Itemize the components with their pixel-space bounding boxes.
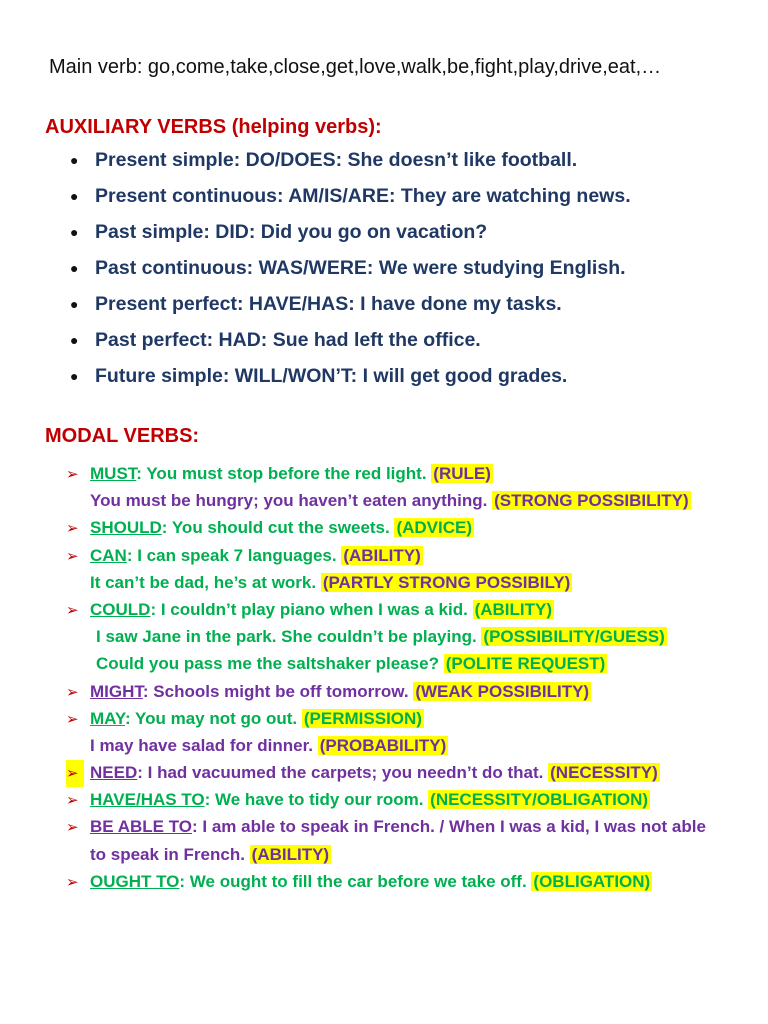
list-item: ➢ CAN: I can speak 7 languages. (ABILITY) (66, 542, 756, 569)
modal-list (66, 460, 756, 895)
list-item: ➢ HAVE/HAS TO: We have to tidy our room. (NECESSITY/OBLIGATION) (66, 786, 756, 813)
arrow-icon: ➢ (66, 466, 79, 483)
auxiliary-title: AUXILIARY VERBS (helping verbs): (45, 116, 382, 138)
list-item: I saw Jane in the park. She couldn’t be playing. (POSSIBILITY/GUESS) (96, 627, 665, 647)
list-item: ➢ OUGHT TO: We ought to fill the car before we take off. (OBLIGATION) (66, 868, 756, 895)
bullet-icon: ● (70, 152, 79, 168)
arrow-icon: ➢ (66, 760, 84, 787)
arrow-icon: ➢ (66, 547, 79, 565)
list-item: ● Past simple: DID: Did you go on vacation? (70, 214, 631, 250)
auxiliary-list (70, 142, 631, 394)
list-item: ➢ SHOULD: You should cut the sweets. (ADVICE) (66, 514, 756, 541)
list-item: ➢ MIGHT: Schools might be off tomorrow. (WEAK POSSIBILITY) (66, 678, 756, 705)
arrow-icon: ➢ (66, 601, 79, 619)
bullet-icon: ● (70, 296, 79, 312)
list-item: ● Present simple: DO/DOES: She doesn’t like football. (70, 142, 631, 178)
list-item: ➢ MUST: You must stop before the red light. (RULE) (66, 460, 756, 487)
list-item: ● Future simple: WILL/WON’T: I will get good grades. (70, 358, 631, 394)
list-item: ● Present continuous: AM/IS/ARE: They are watching news. (70, 178, 631, 214)
list-item: I may have salad for dinner. (PROBABILITY) (90, 735, 447, 755)
main-verb-line: Main verb: go,come,take,close,get,love,walk,be,fight,play,drive,eat,… (49, 56, 662, 78)
bullet-icon: ● (70, 188, 79, 204)
list-item: ➢ BE ABLE TO: I am able to speak in French. / When I was a kid, I was not able (66, 813, 756, 840)
bullet-icon: ● (70, 224, 79, 240)
list-item: ➢ NEED: I had vacuumed the carpets; you needn’t do that. (NECESSITY) (66, 759, 756, 786)
list-item: ● Present perfect: HAVE/HAS: I have done my tasks. (70, 286, 631, 322)
arrow-icon: ➢ (66, 819, 79, 837)
arrow-icon: ➢ (66, 710, 79, 728)
modal-title: MODAL VERBS: (45, 425, 200, 447)
arrow-icon: ➢ (66, 873, 79, 891)
bullet-icon: ● (70, 368, 79, 384)
list-item: ➢ MAY: You may not go out. (PERMISSION) (66, 705, 756, 732)
list-item: Could you pass me the saltshaker please? (POLITE REQUEST) (96, 654, 606, 674)
arrow-icon: ➢ (66, 683, 79, 701)
list-item: to speak in French. (ABILITY) (90, 844, 330, 864)
arrow-icon: ➢ (66, 520, 79, 538)
bullet-icon: ● (70, 260, 79, 276)
list-item: ➢ COULD: I couldn’t play piano when I was a kid. (ABILITY) (66, 596, 756, 623)
arrow-icon: ➢ (66, 792, 79, 810)
bullet-icon: ● (70, 332, 79, 348)
list-item: ● Past continuous: WAS/WERE: We were studying English. (70, 250, 631, 286)
list-item: You must be hungry; you haven’t eaten anything. (STRONG POSSIBILITY) (90, 491, 689, 511)
list-item: ● Past perfect: HAD: Sue had left the office. (70, 322, 631, 358)
list-item: It can’t be dad, he’s at work. (PARTLY STRONG POSSIBILY) (90, 572, 571, 592)
